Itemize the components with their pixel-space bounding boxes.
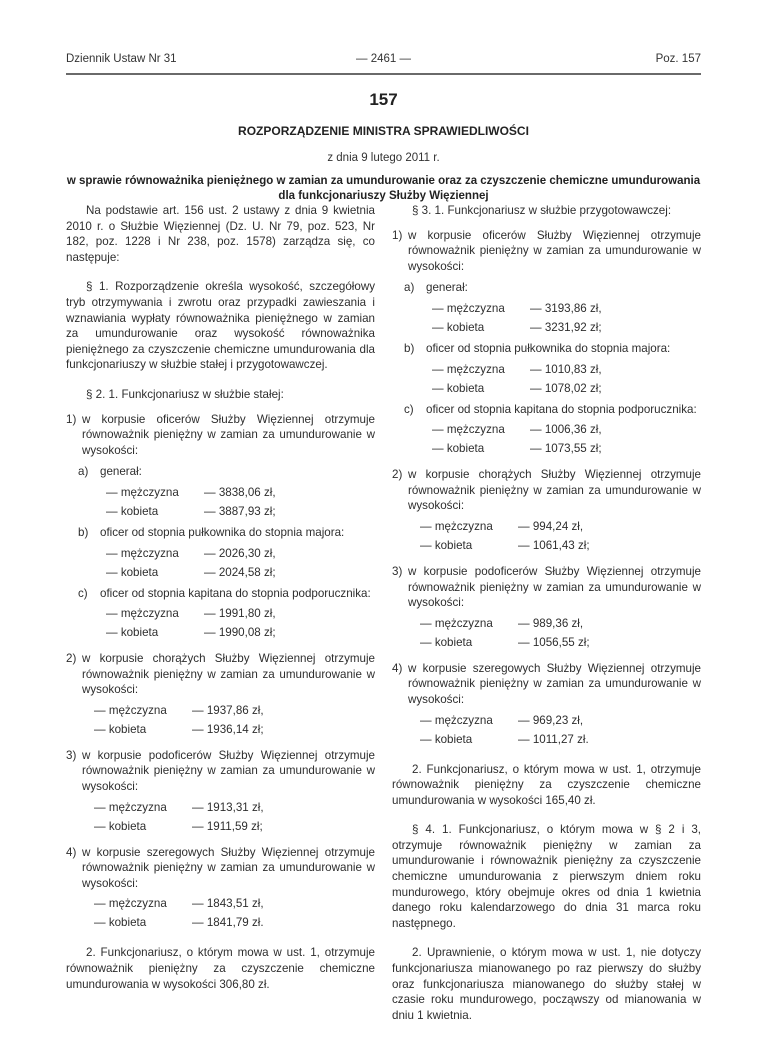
amount-value: — 1913,31 zł, xyxy=(192,800,264,814)
paragraph-2-section-2: 2. Funkcjonariusz, o którym mowa w ust. 1, otrzymuje równoważnik pieniężny za czyszczenie chemiczne umundurowania w wysokości 306,80 zł. xyxy=(66,946,375,991)
item-text: w korpusie chorążych Służby Więziennej otrzymuje równoważnik pieniężny w zamian za umundurowanie w wysokości: xyxy=(408,468,701,513)
amount-row-female xyxy=(66,819,375,835)
sub-item-colonel-major xyxy=(392,341,701,397)
amount-row-female xyxy=(94,565,375,581)
amount-row-male xyxy=(94,606,375,622)
gender-label: — mężczyzna xyxy=(420,713,493,727)
amount-value: — 2024,58 zł; xyxy=(204,565,276,579)
sub-item-colonel-major xyxy=(66,525,375,581)
act-date: z dnia 9 lutego 2011 r. xyxy=(327,152,440,164)
gender-label: — mężczyzna xyxy=(106,485,179,499)
gender-label: — kobieta xyxy=(106,626,159,640)
journal-name: Dziennik Ustaw Nr 31 xyxy=(66,53,177,65)
running-header xyxy=(66,51,701,75)
sub-item-captain-2ndlt xyxy=(392,402,701,458)
gender-label: — mężczyzna xyxy=(420,519,493,533)
amount-row-female xyxy=(392,635,701,651)
amount-row-female xyxy=(392,732,701,748)
gender-label: — kobieta xyxy=(420,538,473,552)
amount-value: — 1073,55 zł; xyxy=(530,442,602,456)
left-column xyxy=(66,203,375,1006)
amount-value: — 3887,93 zł; xyxy=(204,504,276,518)
page-number: — 2461 — xyxy=(356,53,411,65)
list-item-nco xyxy=(392,564,701,651)
gender-label: — kobieta xyxy=(94,722,147,736)
gender-label: — mężczyzna xyxy=(432,362,505,376)
amount-row-female xyxy=(420,441,701,457)
preamble: Na podstawie art. 156 ust. 2 ustawy z dnia 9 kwietnia 2010 r. o Służbie Więziennej (Dz. U. Nr 79, poz. 523, Nr 182, poz. 1228 i Nr 238, poz. 1578) zarządza się, co następuje: xyxy=(66,204,375,264)
gender-label: — kobieta xyxy=(432,320,485,334)
gender-label: — kobieta xyxy=(432,381,485,395)
sub-item-text: oficer od stopnia kapitana do stopnia podporucznika: xyxy=(426,402,697,416)
sub-item-letter: b) xyxy=(404,341,415,355)
sub-item-letter: a) xyxy=(78,465,89,479)
sub-item-letter: c) xyxy=(404,402,414,416)
item-number: 3) xyxy=(392,564,403,578)
sub-item-general xyxy=(392,280,701,336)
amount-row-male xyxy=(420,362,701,378)
amount-row-male xyxy=(392,713,701,729)
amount-row-male xyxy=(392,616,701,632)
list-item-officers xyxy=(392,228,701,458)
amount-value: — 969,23 zł, xyxy=(518,713,584,727)
amount-value: — 1078,02 zł; xyxy=(530,381,602,395)
amount-value: — 1006,36 zł, xyxy=(530,423,602,437)
amount-value: — 1843,51 zł, xyxy=(192,897,264,911)
item-number: 4) xyxy=(392,661,403,675)
sub-item-general xyxy=(66,464,375,520)
gender-label: — mężczyzna xyxy=(94,800,167,814)
amount-value: — 1936,14 zł; xyxy=(192,722,264,736)
amount-value: — 3838,06 zł, xyxy=(204,485,276,499)
paragraph-2-heading: § 2. 1. Funkcjonariusz w służbie stałej: xyxy=(86,387,284,401)
item-text: w korpusie szeregowych Służby Więziennej otrzymuje równoważnik pieniężny w zamian za umundurowanie w wysokości: xyxy=(82,845,375,890)
amount-value: — 3231,92 zł; xyxy=(530,320,602,334)
amount-value: — 3193,86 zł, xyxy=(530,301,602,315)
act-number: 157 xyxy=(369,90,398,109)
amount-value: — 2026,30 zł, xyxy=(204,546,276,560)
amount-value: — 1937,86 zł, xyxy=(192,703,264,717)
act-subject: w sprawie równoważnika pieniężnego w zamian za umundurowanie oraz za czyszczenie chemiczne umundurowania dla funkcjonariuszy Służby Więziennej xyxy=(66,175,701,202)
sub-item-letter: b) xyxy=(78,525,89,539)
amount-value: — 1990,08 zł; xyxy=(204,626,276,640)
paragraph-3-section-2: 2. Funkcjonariusz, o którym mowa w ust. 1, otrzymuje równoważnik pieniężny za czyszczenie chemiczne umundurowania w wysokości 165,40 zł. xyxy=(392,762,701,807)
gender-label: — kobieta xyxy=(420,635,473,649)
amount-value: — 994,24 zł, xyxy=(518,519,584,533)
gender-label: — mężczyzna xyxy=(420,616,493,630)
sub-item-text: oficer od stopnia pułkownika do stopnia majora: xyxy=(426,341,671,355)
gender-label: — mężczyzna xyxy=(106,607,179,621)
sub-item-text: oficer od stopnia kapitana do stopnia podporucznika: xyxy=(100,586,371,600)
amount-row-female xyxy=(94,504,375,520)
amount-value: — 1841,79 zł. xyxy=(192,916,264,930)
amount-value: — 989,36 zł, xyxy=(518,616,584,630)
gender-label: — mężczyzna xyxy=(432,301,505,315)
amount-value: — 1061,43 zł; xyxy=(518,538,590,552)
sub-item-text: generał: xyxy=(100,465,142,479)
item-number: 2) xyxy=(66,652,77,666)
paragraph-3-heading: § 3. 1. Funkcjonariusz w służbie przygotowawczej: xyxy=(412,204,672,217)
amount-row-female xyxy=(392,538,701,554)
amount-row-male xyxy=(420,422,701,438)
list-item-warrant-officers xyxy=(66,651,375,738)
amount-value: — 1911,59 zł; xyxy=(192,819,263,833)
item-text: w korpusie podoficerów Służby Więziennej otrzymuje równoważnik pieniężny w zamian za umundurowanie w wysokości: xyxy=(408,564,701,610)
gender-label: — mężczyzna xyxy=(432,423,505,437)
list-item-warrant-officers xyxy=(392,467,701,554)
sub-item-letter: a) xyxy=(404,281,415,295)
amount-row-female xyxy=(420,381,701,397)
amount-value: — 1991,80 zł, xyxy=(204,607,276,621)
act-title: ROZPORZĄDZENIE MINISTRA SPRAWIEDLIWOŚCI xyxy=(238,124,529,138)
list-item-privates xyxy=(66,845,375,932)
amount-row-female xyxy=(66,915,375,931)
amount-value: — 1010,83 zł, xyxy=(530,362,602,376)
paragraph-4-section-2: 2. Uprawnienie, o którym mowa w ust. 1, nie dotyczy funkcjonariusza mianowanego po raz pierwszy do służby oraz funkcjonariusza mianowanego do służby stałej w czasie roku mundurowego, począwszy od mianowania w dniu 1 kwietnia. xyxy=(392,946,701,1022)
sub-item-captain-2ndlt xyxy=(66,586,375,642)
amount-row-female xyxy=(420,320,701,336)
amount-row-male xyxy=(420,301,701,317)
list-item-privates xyxy=(392,661,701,748)
position-number: Poz. 157 xyxy=(655,53,701,65)
item-number: 1) xyxy=(392,228,403,242)
item-number: 2) xyxy=(392,468,403,482)
gender-label: — kobieta xyxy=(106,565,159,579)
sub-item-text: oficer od stopnia pułkownika do stopnia majora: xyxy=(100,525,345,539)
paragraph-4-section-1: § 4. 1. Funkcjonariusz, o którym mowa w § 2 i 3, otrzymuje równoważnik pieniężny w zamian za umundurowanie i równoważnik pieniężny za czyszczenie chemiczne umundurowania z pierwszym dniem roku mundurowego, który obejmuje okres od dnia 1 kwietnia danego roku kalendarzowego do dnia 31 marca roku następnego. xyxy=(392,823,701,930)
right-column xyxy=(392,203,701,1037)
item-text: w korpusie podoficerów Służby Więziennej otrzymuje równoważnik pieniężny w zamian za umundurowanie w wysokości: xyxy=(82,748,375,794)
list-item-nco xyxy=(66,748,375,835)
list-item-officers xyxy=(66,412,375,642)
item-text: w korpusie chorążych Służby Więziennej otrzymuje równoważnik pieniężny w zamian za umundurowanie w wysokości: xyxy=(82,652,375,697)
item-number: 4) xyxy=(66,845,77,859)
item-text: w korpusie oficerów Służby Więziennej otrzymuje równoważnik pieniężny w zamian za umundurowanie w wysokości: xyxy=(82,412,375,457)
amount-row-male xyxy=(94,546,375,562)
amount-row-male xyxy=(392,519,701,535)
item-text: w korpusie szeregowych Służby Więziennej otrzymuje równoważnik pieniężny w zamian za umundurowanie w wysokości: xyxy=(408,661,701,706)
gender-label: — kobieta xyxy=(432,442,485,456)
sub-item-letter: c) xyxy=(78,586,88,600)
paragraph-1: § 1. Rozporządzenie określa wysokość, szczegółowy tryb otrzymywania i zwrotu oraz przypadki zawieszania i wznawiania wypłaty równoważnika pieniężnego w zamian za umundurowanie oraz wysokość równoważnika pieniężnego za czyszczenie chemiczne umundurowania dla funkcjonariuszy w służbie stałej i przygotowawczej. xyxy=(66,280,375,372)
amount-row-male xyxy=(66,896,375,912)
amount-row-male xyxy=(66,800,375,816)
gender-label: — kobieta xyxy=(420,732,473,746)
gender-label: — mężczyzna xyxy=(94,703,167,717)
gender-label: — mężczyzna xyxy=(94,897,167,911)
amount-row-female xyxy=(66,722,375,738)
gender-label: — kobieta xyxy=(94,916,147,930)
amount-row-male xyxy=(94,485,375,501)
sub-item-text: generał: xyxy=(426,281,468,295)
amount-value: — 1056,55 zł; xyxy=(518,635,590,649)
amount-row-male xyxy=(66,703,375,719)
gender-label: — mężczyzna xyxy=(106,546,179,560)
item-text: w korpusie oficerów Służby Więziennej otrzymuje równoważnik pieniężny w zamian za umundurowanie w wysokości: xyxy=(408,228,701,273)
gender-label: — kobieta xyxy=(106,504,159,518)
gender-label: — kobieta xyxy=(94,819,147,833)
item-number: 3) xyxy=(66,748,77,762)
item-number: 1) xyxy=(66,412,77,426)
amount-row-female xyxy=(94,625,375,641)
amount-value: — 1011,27 zł. xyxy=(518,732,589,746)
